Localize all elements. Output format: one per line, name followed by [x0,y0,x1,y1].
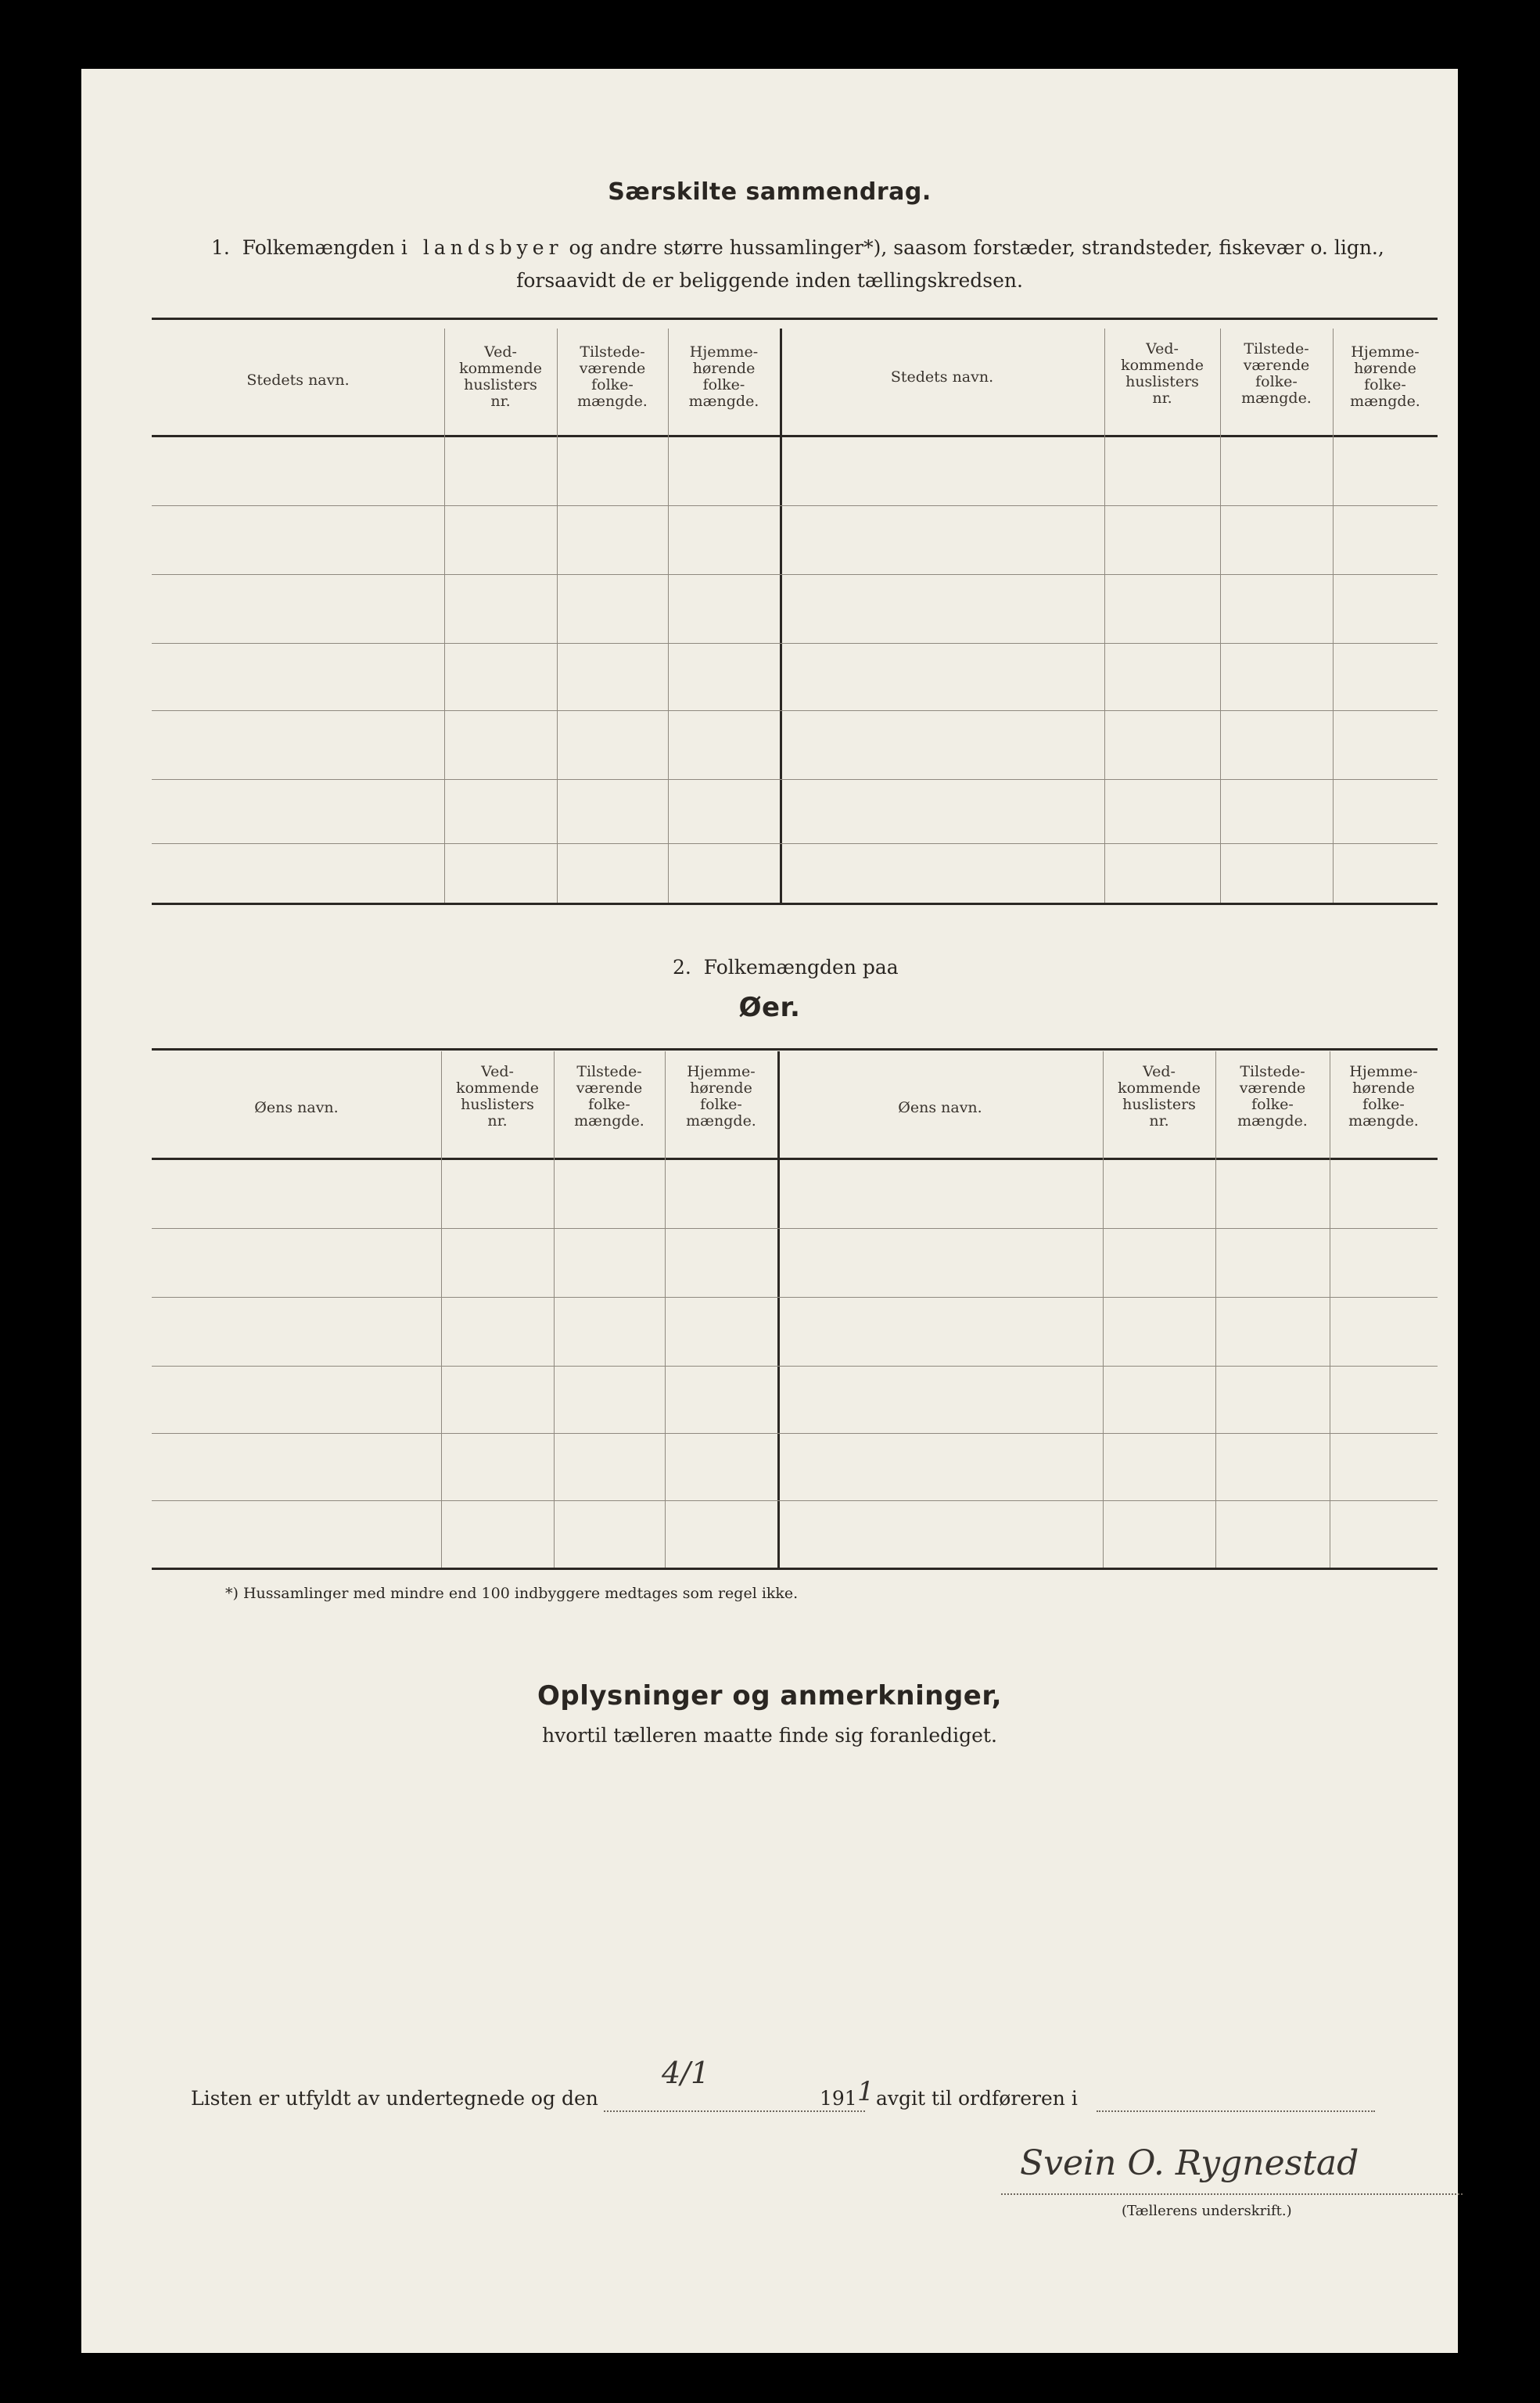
section1-number: 1. [211,236,230,259]
t2-header-huslister-right: Ved- kommende huslisters nr. [1118,1063,1201,1130]
date-handwritten: 4/1 [662,2056,710,2090]
t2-header-name-right: Øens navn. [898,1099,982,1116]
t2-header-hjemme-right: Hjemme- hørende folke- mængde. [1348,1063,1419,1130]
t2-header-tilstede-left: Tilstede- værende folke- mængde. [574,1063,644,1130]
t2-header-name-left: Øens navn. [254,1099,339,1116]
t1-header-tilstede-right: Tilstede- værende folke- mængde. [1241,340,1312,407]
year-digit-handwritten: 1 [857,2076,874,2107]
year-prefix: 191 [820,2087,857,2110]
signature-caption: (Tællerens underskrift.) [1122,2203,1292,2219]
footnote: *) Hussamlinger med mindre end 100 indbyggere medtages som regel ikke. [225,1585,799,1602]
section2-number: 2. [673,956,691,979]
signature-handwritten: Svein O. Rygnestad [1020,2143,1359,2183]
t2-header-tilstede-right: Tilstede- værende folke- mængde. [1237,1063,1308,1130]
section1-post: og andre større hussamlinger*), saasom forstæder, strandsteder, fiskevær o. lign., [569,236,1384,259]
signature-field [1001,2193,1463,2195]
t2-header-hjemme-left: Hjemme- hørende folke- mængde. [686,1063,756,1130]
section2-intro [673,956,899,979]
section1-spaced: i landsbyer [400,236,563,259]
remarks-subtitle: hvortil tælleren maatte finde sig foranlediget. [542,1724,997,1747]
section1-intro [211,236,1431,259]
page-title: Særskilte sammendrag. [608,178,932,206]
t1-header-huslister-right: Ved- kommende huslisters nr. [1121,340,1204,407]
ordforer-field [1097,2110,1375,2112]
t1-header-huslister-left: Ved- kommende huslisters nr. [459,343,542,410]
t1-header-name-right: Stedets navn. [890,368,994,386]
t1-header-tilstede-left: Tilstede- værende folke- mængde. [577,343,648,410]
section2-heading: Øer. [738,992,801,1023]
signature-suffix: avgit til ordføreren i [876,2087,1078,2110]
date-field [604,2110,865,2112]
t1-header-hjemme-right: Hjemme- hørende folke- mængde. [1350,343,1420,410]
t1-header-name-left: Stedets navn. [246,372,350,389]
signature-prefix: Listen er utfyldt av undertegnede og den [191,2087,598,2110]
section1-pre: Folkemængden [242,236,395,259]
section2-line1: Folkemængden paa [703,956,899,979]
remarks-title: Oplysninger og anmerkninger, [537,1680,1003,1712]
t2-header-huslister-left: Ved- kommende huslisters nr. [456,1063,539,1130]
t1-header-hjemme-left: Hjemme- hørende folke- mængde. [688,343,759,410]
section1-line2: forsaavidt de er beliggende inden tællingskredsen. [516,269,1023,292]
census-form-page [81,69,1458,2353]
